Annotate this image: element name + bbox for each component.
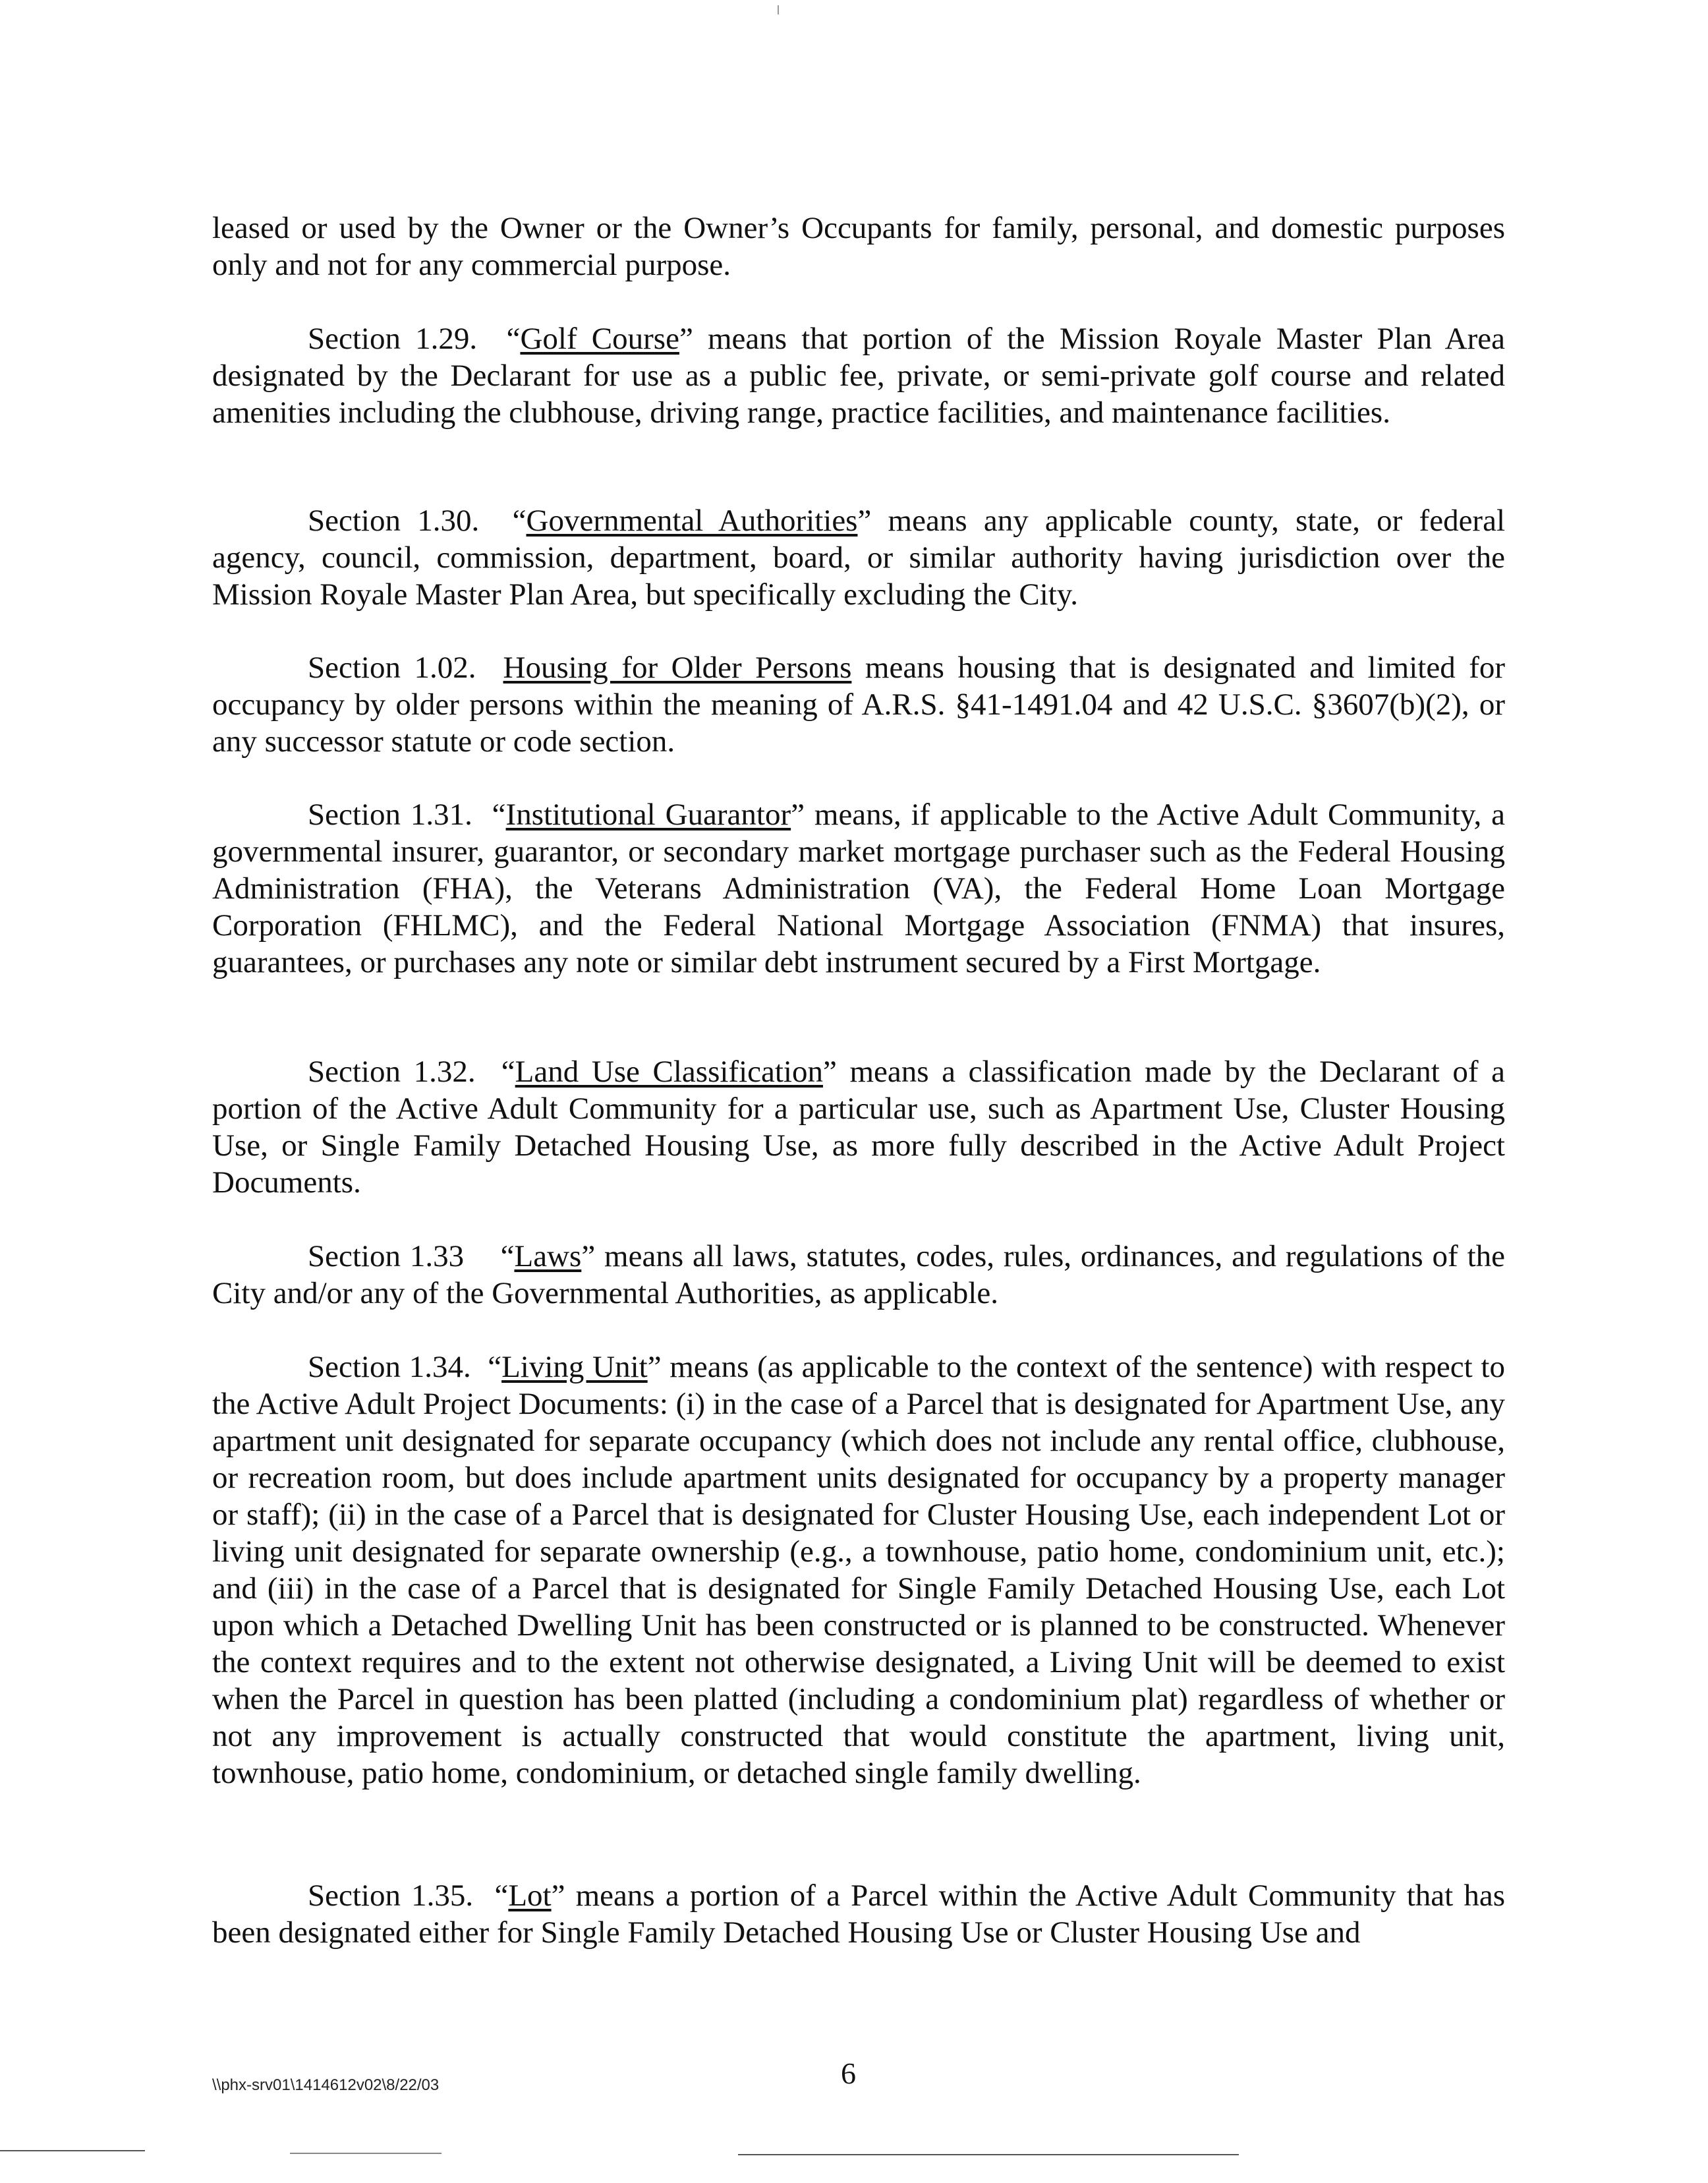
section-1-32: Section 1.32. “Land Use Classification” means a classification made by the Declarant of a portion of the Active Adult Community for a particular use, such as Apartment Use, Cluster Housing Use, or Single Family Detached Housing Use, as more fully described in the Active Adult Project Documents. bbox=[212, 1055, 1506, 1200]
defined-term: Laws bbox=[514, 1239, 582, 1273]
defined-term: Living Unit bbox=[501, 1350, 648, 1384]
section-number: Section 1.29. bbox=[308, 322, 478, 356]
section-number: Section 1.31. bbox=[308, 798, 472, 832]
defined-term: Governmental Authorities bbox=[526, 504, 858, 538]
defined-term: Institutional Guarantor bbox=[505, 798, 791, 832]
scan-artifact bbox=[0, 2150, 145, 2151]
defined-term: Land Use Classification bbox=[515, 1055, 823, 1089]
section-number: Section 1.30. bbox=[308, 504, 480, 538]
footer-document-path: \\phx-srv01\1414612v02\8/22/03 bbox=[212, 2076, 440, 2094]
section-1-35: Section 1.35. “Lot” means a portion of a Parcel within the Active Adult Community that has been designated either for Single Family Detached Housing Use or Cluster Housing Use and bbox=[212, 1878, 1506, 1950]
defined-term: Housing for Older Persons bbox=[503, 651, 852, 685]
section-1-33: Section 1.33 “Laws” means all laws, statutes, codes, rules, ordinances, and regulations of the City and/or any of the Governmental Authorities, as applicable. bbox=[212, 1239, 1505, 1310]
scan-artifact bbox=[778, 5, 779, 15]
section-number: Section 1.34. bbox=[308, 1350, 471, 1384]
section-1-31: Section 1.31. “Institutional Guarantor” means, if applicable to the Active Adult Community, a governmental insurer, guarantor, or secondary market mortgage purchaser such as the Federal Housing Administration (FHA), the Veterans Administration (VA), the Federal Home Loan Mortgage Corporation (FHLMC), and the Federal National Mortgage Association (FNMA) that insures, guarantees, or purchases any note or similar debt instrument secured by a First Mortgage. bbox=[212, 798, 1505, 979]
section-1-29: Section 1.29. “Golf Course” means that portion of the Mission Royale Master Plan Area designated by the Declarant for use as a public fee, private, or semi-private golf course and related amenities including the clubhouse, driving range, practice facilities, and maintenance facilities. bbox=[212, 322, 1506, 430]
intro-paragraph: leased or used by the Owner or the Owner’s Occupants for family, personal, and domestic purposes only and not for any commercial purpose. bbox=[212, 211, 1505, 282]
section-number: Section 1.32. bbox=[308, 1055, 476, 1089]
defined-term: Golf Course bbox=[520, 322, 679, 356]
section-number: Section 1.35. bbox=[308, 1878, 474, 1913]
scan-artifact bbox=[290, 2153, 441, 2154]
section-1-34: Section 1.34. “Living Unit” means (as applicable to the context of the sentence) with respect to the Active Adult Project Documents: (i) in the case of a Parcel that is designated for Apartment Use, any apartment unit designated for separate occupancy (which does not include any rental office, clubhouse, or recreation room, but does include apartment units designated for occupancy by a property manager or staff); (ii) in the case of a Parcel that is designated for Cluster Housing Use, each independent Lot or living unit designated for separate ownership (e.g., a townhouse, patio home, condominium unit, etc.); and (iii) in the case of a Parcel that is designated for Single Family Detached Housing Use, each Lot upon which a Detached Dwelling Unit has been constructed or is planned to be constructed. Whenever the context requires and to the extent not otherwise designated, a Living Unit will be deemed to exist when the Parcel in question has been platted (including a condominium plat) regardless of whether or not any improvement is actually constructed that would constitute the apartment, living unit, townhouse, patio home, condominium, or detached single family dwelling. bbox=[212, 1350, 1505, 1790]
section-number: Section 1.02. bbox=[308, 651, 476, 685]
section-1-30: Section 1.30. “Governmental Authorities” means any applicable county, state, or federal agency, council, commission, department, board, or similar authority having jurisdiction over the Mission Royale Master Plan Area, but specifically excluding the City. bbox=[212, 504, 1505, 612]
section-number: Section 1.33 bbox=[308, 1239, 465, 1273]
page-number: 6 bbox=[841, 2056, 856, 2090]
defined-term: Lot bbox=[508, 1878, 552, 1913]
section-1-02: Section 1.02. Housing for Older Persons means housing that is designated and limited for occupancy by older persons within the meaning of A.R.S. §41-1491.04 and 42 U.S.C. §3607(b)(2), or any successor statute or code section. bbox=[212, 651, 1506, 759]
scan-artifact bbox=[738, 2154, 1239, 2155]
